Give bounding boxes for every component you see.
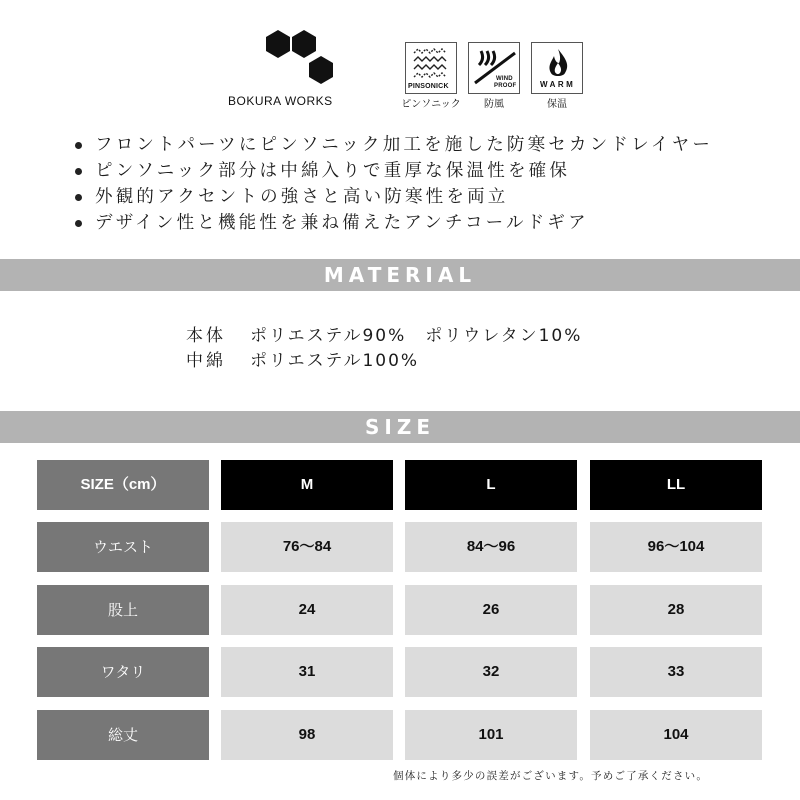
feature-pinsonick bbox=[401, 42, 461, 110]
material-row bbox=[186, 324, 706, 349]
size-value: 33 bbox=[590, 647, 762, 697]
windproof-label-2: PROOF bbox=[494, 83, 517, 89]
feature-text: ピンソニック部分は中綿入りで重厚な保温性を確保 bbox=[95, 161, 571, 181]
feature-icons bbox=[401, 42, 585, 112]
material-part: 本体 bbox=[186, 326, 226, 346]
size-value: 76〜84 bbox=[221, 522, 393, 572]
windproof-caption: 防風 bbox=[484, 99, 504, 110]
size-value: 32 bbox=[405, 647, 577, 697]
size-column-header: LL bbox=[590, 460, 762, 510]
size-value: 104 bbox=[590, 710, 762, 760]
size-value: 101 bbox=[405, 710, 577, 760]
size-heading: SIZE bbox=[0, 411, 800, 443]
size-value: 98 bbox=[221, 710, 393, 760]
size-column-header: M bbox=[221, 460, 393, 510]
warm-caption: 保温 bbox=[547, 99, 567, 110]
size-value: 84〜96 bbox=[405, 522, 577, 572]
material-table bbox=[186, 324, 706, 374]
pinsonick-label: PINSONICK bbox=[408, 83, 449, 90]
list-item bbox=[75, 158, 755, 184]
size-value: 31 bbox=[221, 647, 393, 697]
feature-text: フロントパーツにピンソニック加工を施した防寒セカンドレイヤー bbox=[95, 135, 714, 155]
warm-label: WARM bbox=[540, 80, 576, 89]
feature-warm bbox=[531, 42, 583, 108]
size-note: 個体により多少の誤差がございます。予めご了承ください。 bbox=[393, 770, 709, 782]
windproof-label-1: WIND bbox=[496, 76, 513, 82]
size-column-header: L bbox=[405, 460, 577, 510]
size-value: 26 bbox=[405, 585, 577, 635]
material-heading: MATERIAL bbox=[0, 259, 800, 291]
size-row-label: 総丈 bbox=[37, 710, 209, 760]
material-row bbox=[186, 349, 706, 374]
size-corner-label: SIZE（cm） bbox=[37, 460, 209, 510]
list-item bbox=[75, 184, 755, 210]
feature-windproof bbox=[468, 42, 520, 108]
bullet-icon bbox=[75, 142, 82, 149]
feature-text: デザイン性と機能性を兼ね備えたアンチコールドギア bbox=[95, 213, 589, 233]
pinsonick-caption: ピンソニック bbox=[401, 99, 461, 110]
size-row-label: ウエスト bbox=[37, 522, 209, 572]
feature-list bbox=[75, 132, 755, 236]
size-value: 28 bbox=[590, 585, 762, 635]
bullet-icon bbox=[75, 220, 82, 227]
size-value: 24 bbox=[221, 585, 393, 635]
brand-name: BOKURA WORKS bbox=[228, 94, 333, 108]
material-part: 中綿 bbox=[186, 351, 226, 371]
brand-logo bbox=[228, 30, 378, 112]
bullet-icon bbox=[75, 168, 82, 175]
list-item bbox=[75, 132, 755, 158]
size-row-label: ワタリ bbox=[37, 647, 209, 697]
material-composition: ポリエステル100% bbox=[250, 351, 420, 371]
bullet-icon bbox=[75, 194, 82, 201]
size-row-label: 股上 bbox=[37, 585, 209, 635]
hexagon-logo-icon bbox=[264, 30, 344, 88]
list-item bbox=[75, 210, 755, 236]
material-composition: ポリエステル90% ポリウレタン10% bbox=[250, 326, 583, 346]
feature-text: 外観的アクセントの強さと高い防寒性を両立 bbox=[95, 187, 509, 207]
size-value: 96〜104 bbox=[590, 522, 762, 572]
